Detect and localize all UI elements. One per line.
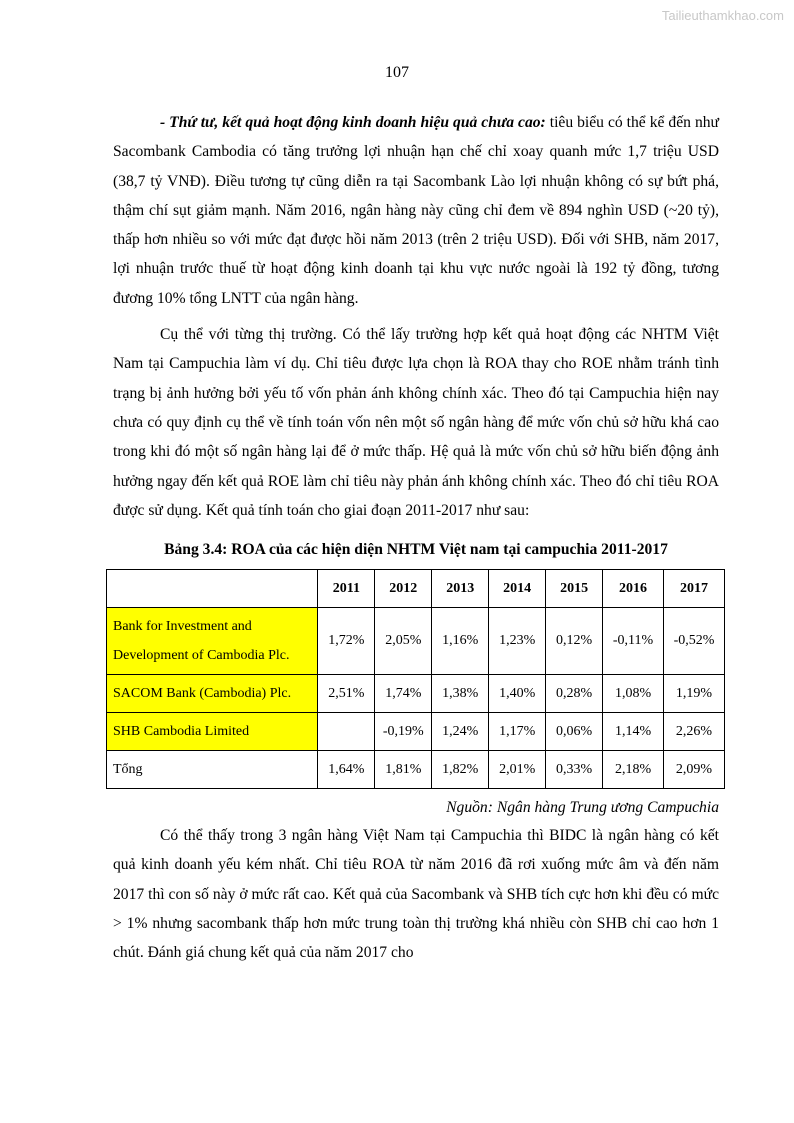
table-row: [107, 713, 725, 751]
value-cell: 1,82%: [432, 751, 489, 789]
value-cell: 1,64%: [318, 751, 375, 789]
value-cell: -0,52%: [664, 608, 725, 675]
header-year-cell: 2013: [432, 570, 489, 608]
header-year-cell: 2016: [603, 570, 664, 608]
value-cell: 1,14%: [603, 713, 664, 751]
value-cell: 1,17%: [489, 713, 546, 751]
value-cell: -0,19%: [375, 713, 432, 751]
header-year-cell: 2017: [664, 570, 725, 608]
page-number: 107: [385, 64, 409, 81]
table-total-row: [107, 751, 725, 789]
table-row: [107, 608, 725, 675]
header-year-cell: 2011: [318, 570, 375, 608]
value-cell: 1,08%: [603, 675, 664, 713]
value-cell: 1,16%: [432, 608, 489, 675]
table-header-row: [107, 570, 725, 608]
value-cell: 2,01%: [489, 751, 546, 789]
total-label-cell: Tổng: [107, 751, 318, 789]
value-cell: 1,72%: [318, 608, 375, 675]
value-cell: 0,33%: [546, 751, 603, 789]
value-cell: 1,74%: [375, 675, 432, 713]
header-year-cell: 2015: [546, 570, 603, 608]
paragraph-1-text: tiêu biểu có thể kể đến như Sacombank Cambodia có tăng trưởng lợi nhuận hạn chế chỉ xoay quanh mức 1,7 triệu USD (38,7 tỷ VNĐ). Điều tương tự cũng diễn ra tại Sacombank Lào lợi nhuận không có sự bứt phá, thậm chí sụt giảm mạnh. Năm 2016, ngân hàng này cũng chỉ đem về 894 nghìn USD (~20 tỷ), thấp hơn nhiều so với mức đạt được hồi năm 2013 (trên 2 triệu USD). Đối với SHB, năm 2017, lợi nhuận trước thuế từ hoạt động kinh doanh tại khu vực nước ngoài là 192 tỷ đồng, tương đương 10% tổng LNTT của ngân hàng.: [113, 114, 719, 307]
value-cell: 2,05%: [375, 608, 432, 675]
bank-name-cell: SACOM Bank (Cambodia) Plc.: [107, 675, 318, 713]
value-cell: 1,38%: [432, 675, 489, 713]
value-cell: 2,09%: [664, 751, 725, 789]
value-cell: -0,11%: [603, 608, 664, 675]
table-row: [107, 675, 725, 713]
paragraph-1-lead: - Thứ tư, kết quả hoạt động kinh doanh hiệu quả chưa cao:: [160, 114, 546, 131]
bank-name-line1: Bank for Investment and: [113, 619, 252, 635]
bank-name-cell: SHB Cambodia Limited: [107, 713, 318, 751]
value-cell: 2,18%: [603, 751, 664, 789]
bank-name-line2: Development of Cambodia Plc.: [113, 648, 290, 664]
value-cell: 0,06%: [546, 713, 603, 751]
value-cell: 1,19%: [664, 675, 725, 713]
value-cell: 1,40%: [489, 675, 546, 713]
value-cell: 1,24%: [432, 713, 489, 751]
header-year-cell: 2014: [489, 570, 546, 608]
bank-name-cell: [107, 608, 318, 675]
table-source: Nguồn: Ngân hàng Trung ương Campuchia: [446, 799, 719, 817]
paragraph-2: Cụ thể với từng thị trường. Có thể lấy trường hợp kết quả hoạt động các NHTM Việt Nam tại Campuchia làm ví dụ. Chỉ tiêu được lựa chọn là ROA thay cho ROE nhằm tránh tình trạng bị ảnh hưởng bởi yếu tố vốn phản ánh không chính xác. Theo đó tại Campuchia hiện nay chưa có quy định cụ thể về tính toán vốn nên một số ngân hàng để mức vốn chủ sở hữu khá cao trong khi đó một số ngân hàng lại để ở mức thấp. Hệ quả là mức vốn chủ sở hữu biến động ảnh hưởng ngay đến kết quả ROE làm chỉ tiêu này phản ánh không chính xác. Theo đó chỉ tiêu ROA được sử dụng. Kết quả tính toán cho giai đoạn 2011-2017 như sau:: [113, 326, 719, 519]
value-cell: [318, 713, 375, 751]
document-body: [113, 108, 719, 968]
paragraph-1: [113, 108, 719, 313]
header-year-cell: 2012: [375, 570, 432, 608]
roa-table: [106, 569, 725, 789]
header-blank-cell: [107, 570, 318, 608]
value-cell: 2,51%: [318, 675, 375, 713]
value-cell: 1,23%: [489, 608, 546, 675]
watermark: Tailieuthamkhao.com: [661, 8, 784, 23]
paragraph-3: Có thể thấy trong 3 ngân hàng Việt Nam tại Campuchia thì BIDC là ngân hàng có kết quả kinh doanh yếu kém nhất. Chỉ tiêu ROA từ năm 2016 đã rơi xuống mức âm và đến năm 2017 thì con số này ở mức rất cao. Kết quả của Sacombank và SHB tích cực hơn khi đều có mức > 1% nhưng sacombank thấp hơn mức trung toàn thị trường khá nhiều còn SHB chỉ cao hơn 1 chút. Đánh giá chung kết quả của năm 2017 cho: [113, 827, 719, 962]
value-cell: 0,12%: [546, 608, 603, 675]
value-cell: 0,28%: [546, 675, 603, 713]
value-cell: 1,81%: [375, 751, 432, 789]
table-caption: Bảng 3.4: ROA của các hiện diện NHTM Việt nam tại campuchia 2011-2017: [164, 541, 668, 559]
value-cell: 2,26%: [664, 713, 725, 751]
